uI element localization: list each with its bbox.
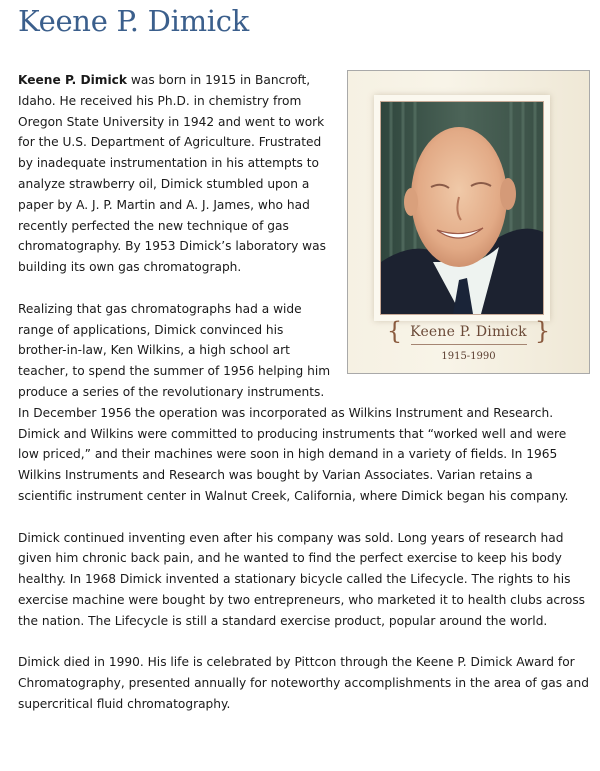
portrait-illustration (381, 102, 543, 314)
paragraph-2: Realizing that gas chromatographs had a wide range of applications, Dimick convinced his brother-in-law, Ken Wilkins, a high school art teacher, to spend the summer of 1956 helping him produce a series of the revolutionary instruments. In December 1956 the operation was incorporated as Wilkins Instrument and Research. Dimick and Wilkins were committed to producing instruments that “worked well and were low priced,” and their machines were soon in high demand in a variety of fields. In 1965 Wilkins Instruments and Research was bought by Varian Associates. Varian retains a scientific instrument center in Walnut Creek, California, where Dimick began his company. (18, 301, 569, 503)
portrait-figure (347, 70, 590, 374)
paragraph-4: Dimick died in 1990. His life is celebrated by Pittcon through the Keene P. Dimick Award for Chromatography, presented annually for noteworthy accomplishments in the area of gas and supercritical fluid chromatography. (18, 655, 589, 711)
caption-years: 1915-1990 (441, 350, 496, 362)
photo-mat (374, 95, 550, 321)
right-brace-ornament: } (534, 317, 551, 345)
caption-divider (411, 344, 527, 345)
paragraph-3: Dimick continued inventing even after his company was sold. Long years of research had given him chronic back pain, and he wanted to find the perfect exercise to keep his body healthy. In 1968 Dimick invented a stationary bicycle called the Lifecycle. The rights to his exercise machine were bought by two entrepreneurs, who marketed it to health clubs across the nation. The Lifecycle is still a standard exercise product, popular around the world. (18, 530, 586, 628)
paragraph-1-text: was born in 1915 in Bancroft, Idaho. He received his Ph.D. in chemistry from Oregon State University in 1942 and went to work for the U.S. Department of Agriculture. Frustrated by inadequate instrumentation in his attempts to analyze strawberry oil, Dimick stumbled upon a paper by A. J. P. Martin and A. J. James, who had recently perfected the new technique of gas chromatography. By 1953 Dimick’s laboratory was building its own gas chromatograph. (18, 73, 326, 275)
portrait-caption (348, 317, 589, 368)
caption-name: Keene P. Dimick (410, 324, 527, 340)
subject-name-bold: Keene P. Dimick (18, 73, 128, 87)
page-title: Keene P. Dimick (18, 4, 249, 38)
article-body (18, 70, 590, 736)
portrait-photo (380, 101, 544, 315)
left-brace-ornament: { (386, 317, 403, 345)
